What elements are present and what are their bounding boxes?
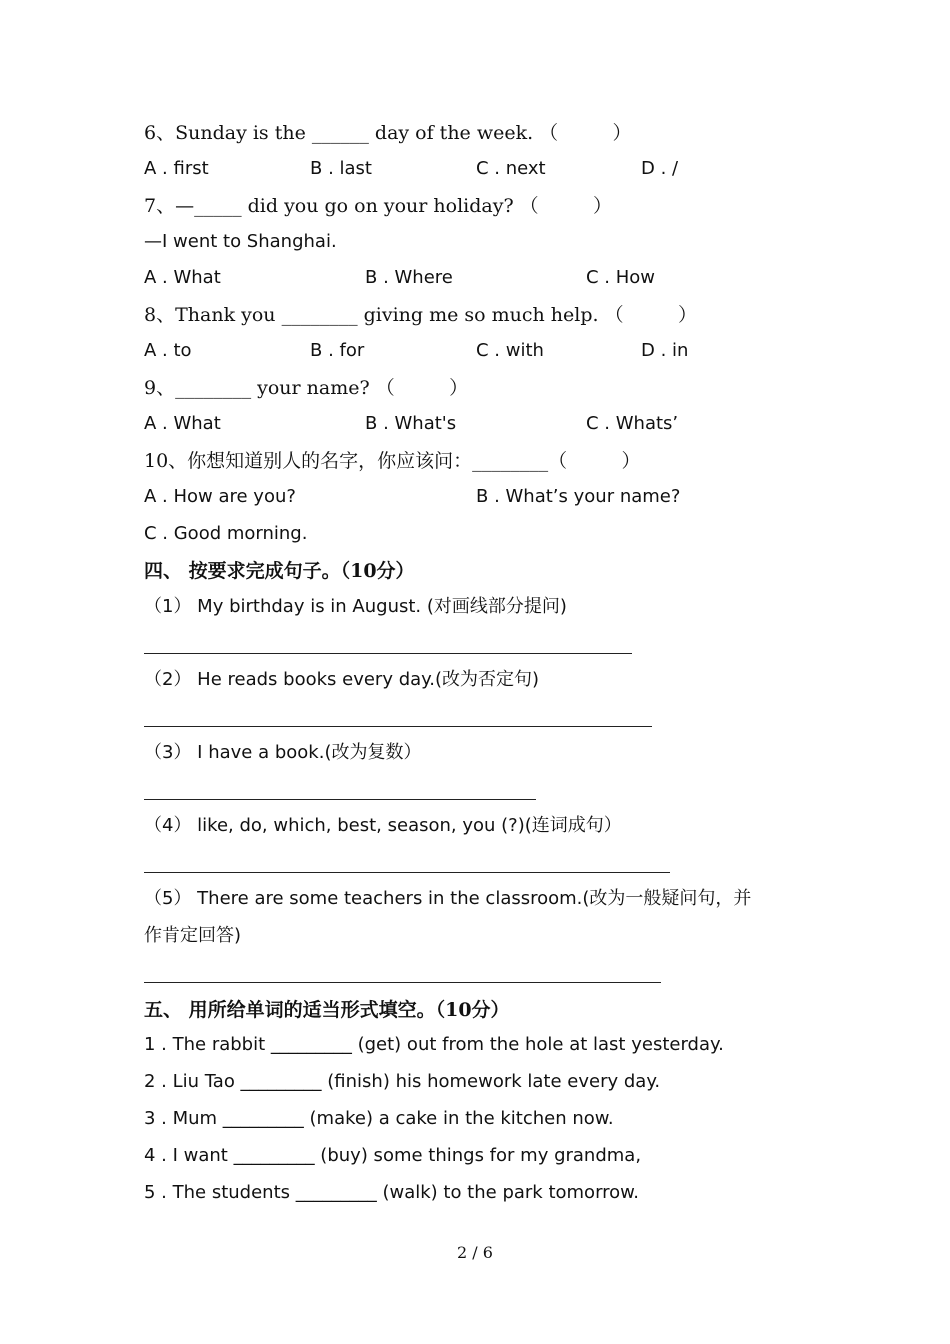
q9-option-c: C . Whats’	[586, 413, 679, 434]
question-7: 7、—_____ did you go on your holiday? （ ）	[144, 195, 613, 217]
rewrite-item-5-continued: 作肯定回答)	[144, 925, 242, 946]
q10-option-a: A . How are you?	[144, 486, 296, 507]
question-7-answer-line: —I went to Shanghai.	[144, 231, 337, 252]
fill-item-3: 3 . Mum _________ (make) a cake in the kitchen now.	[144, 1108, 614, 1129]
rewrite-item-3: （3） I have a book.(改为复数）	[144, 742, 422, 763]
page-number: 2 / 6	[457, 1243, 493, 1262]
rewrite-item-4: （4） like, do, which, best, season, you (?)(连词成句）	[144, 815, 622, 836]
q8-option-d: D . in	[641, 340, 689, 361]
q6-option-b: B . last	[310, 158, 372, 179]
answer-line-4	[144, 872, 670, 873]
fill-item-5: 5 . The students _________ (walk) to the park tomorrow.	[144, 1182, 639, 1203]
q8-option-c: C . with	[476, 340, 544, 361]
rewrite-item-1: （1） My birthday is in August. (对画线部分提问)	[144, 596, 567, 617]
question-6: 6、Sunday is the ______ day of the week. （ ）	[144, 122, 632, 144]
question-10: 10、你想知道别人的名字，你应该问：________（ ）	[144, 450, 641, 472]
answer-line-1	[144, 653, 632, 654]
section-4-title: 四、 按要求完成句子。（10分）	[144, 560, 415, 582]
rewrite-item-2: （2） He reads books every day.(改为否定句)	[144, 669, 539, 690]
q6-option-c: C . next	[476, 158, 546, 179]
answer-line-3	[144, 799, 536, 800]
answer-line-5	[144, 982, 661, 983]
q6-option-d: D . /	[641, 158, 679, 179]
q8-option-b: B . for	[310, 340, 365, 361]
q9-option-b: B . What's	[365, 413, 457, 434]
q7-option-a: A . What	[144, 267, 221, 288]
q7-option-c: C . How	[586, 267, 656, 288]
q8-option-a: A . to	[144, 340, 192, 361]
section-5-title: 五、 用所给单词的适当形式填空。（10分）	[144, 999, 510, 1021]
answer-line-2	[144, 726, 652, 727]
q7-option-b: B . Where	[365, 267, 453, 288]
fill-item-1: 1 . The rabbit _________ (get) out from the hole at last yesterday.	[144, 1034, 724, 1055]
q10-option-b: B . What’s your name?	[476, 486, 681, 507]
q9-option-a: A . What	[144, 413, 221, 434]
fill-item-2: 2 . Liu Tao _________ (finish) his homework late every day.	[144, 1071, 661, 1092]
q10-option-c: C . Good morning.	[144, 523, 308, 544]
fill-item-4: 4 . I want _________ (buy) some things for my grandma,	[144, 1145, 642, 1166]
question-8: 8、Thank you ________ giving me so much help. （ ）	[144, 304, 697, 326]
rewrite-item-5: （5） There are some teachers in the classroom.(改为一般疑问句，并	[144, 888, 752, 909]
q6-option-a: A . first	[144, 158, 209, 179]
question-9: 9、________ your name? （ ）	[144, 377, 469, 399]
